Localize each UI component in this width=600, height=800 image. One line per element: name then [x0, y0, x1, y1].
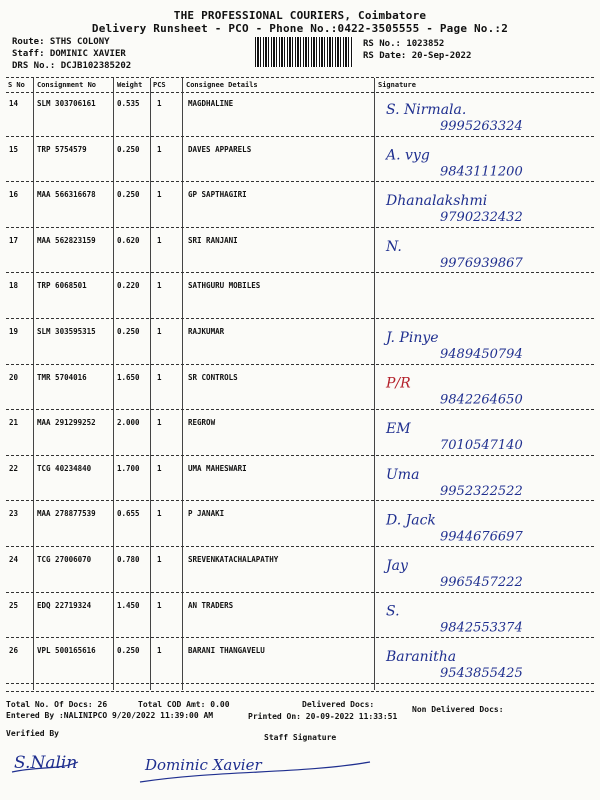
- row-separator: [6, 637, 594, 638]
- row-separator: [6, 136, 594, 137]
- cell-weight: 0.250: [117, 144, 140, 154]
- cell-pcs: 1: [157, 144, 162, 154]
- cell-weight: 0.250: [117, 190, 140, 200]
- col-divider: [150, 78, 151, 690]
- cell-sno: 24: [9, 555, 19, 564]
- cell-consignee: SR CONTROLS: [188, 372, 238, 382]
- cell-weight: 0.250: [117, 646, 140, 656]
- cell-pcs: 1: [157, 281, 162, 291]
- signature-phone: 9976939867: [440, 255, 523, 271]
- cell-pcs: 1: [157, 509, 162, 519]
- signature-phone: 9489450794: [440, 347, 523, 362]
- route-label: Route: STHS COLONY: [12, 37, 110, 47]
- delivered-docs: Delivered Docs:: [302, 700, 375, 709]
- cell-consignee: DAVES APPARELS: [188, 144, 252, 154]
- cell-sno: 19: [9, 327, 19, 336]
- barcode-image: [255, 37, 353, 67]
- signature-phone: 9842264650: [440, 392, 523, 408]
- signature-phone: 9995263324: [440, 119, 523, 134]
- cell-weight: 0.250: [117, 327, 140, 336]
- signature-name: Uma: [386, 466, 420, 483]
- header-bottom-rule: [6, 92, 594, 93]
- cell-sno: 23: [9, 509, 19, 519]
- cell-sno: 16: [9, 190, 19, 200]
- staff-label: Staff: DOMINIC XAVIER: [12, 49, 126, 59]
- cell-weight: 2.000: [117, 418, 140, 428]
- col-weight: Weight: [117, 81, 143, 89]
- cell-consignment: TCG 40234840: [37, 463, 92, 473]
- verified-by-label: Verified By: [6, 729, 59, 738]
- cell-weight: 0.535: [117, 99, 140, 108]
- entered-by: Entered By :NALINIPCO 9/20/2022 11:39:00 AM: [6, 711, 214, 720]
- row-separator: [6, 409, 594, 410]
- signature-name: Dhanalakshmi: [386, 193, 488, 210]
- cell-consignee: AN TRADERS: [188, 600, 234, 610]
- cell-weight: 0.620: [117, 235, 140, 245]
- header-top-rule: [6, 77, 594, 78]
- row-separator: [6, 227, 594, 228]
- signature-name: Baranitha: [386, 649, 457, 666]
- signature-phone: 9842553374: [440, 620, 523, 636]
- cell-consignee: SRI RANJANI: [188, 235, 238, 245]
- cell-consignee: SATHGURU MOBILES: [188, 281, 261, 291]
- cell-consignment: TMR 5704016: [37, 372, 87, 382]
- cell-sno: 15: [9, 144, 19, 154]
- cell-sno: 22: [9, 463, 19, 473]
- cell-consignee: SREVENKATACHALAPATHY: [188, 555, 279, 564]
- signature-name: S. Nirmala.: [386, 102, 467, 118]
- cell-sno: 26: [9, 646, 19, 656]
- signature-name: A. vyg: [386, 147, 430, 164]
- row-separator: [6, 592, 594, 593]
- signature-name: EM: [386, 421, 411, 438]
- total-docs: Total No. Of Docs: 26: [6, 700, 108, 709]
- cell-pcs: 1: [157, 555, 162, 564]
- signature-phone: 9944676697: [440, 529, 523, 545]
- staff-sign-stroke: [140, 762, 370, 782]
- cell-sno: 21: [9, 418, 19, 428]
- cell-sno: 25: [9, 600, 19, 610]
- cell-consignee: GP SAPTHAGIRI: [188, 190, 247, 200]
- col-consignment: Consignment No: [37, 81, 97, 89]
- col-divider: [33, 78, 34, 690]
- col-pcs: PCS: [153, 81, 166, 89]
- total-cod: Total COD Amt: 0.00: [138, 700, 230, 709]
- row-separator: [6, 364, 594, 365]
- cell-sno: 17: [9, 235, 19, 245]
- rs-number: RS No.: 1023852: [363, 39, 445, 49]
- cell-sno: 14: [9, 99, 19, 108]
- col-divider: [182, 78, 183, 690]
- col-signature: Signature: [378, 81, 416, 89]
- cell-consignment: MAA 566316678: [37, 190, 96, 200]
- verified-signature: S.Nalin: [14, 753, 78, 773]
- cell-consignment: MAA 278877539: [37, 509, 96, 519]
- signature-phone: 9843111200: [440, 164, 523, 180]
- cell-pcs: 1: [157, 190, 162, 200]
- cell-pcs: 1: [157, 235, 162, 245]
- signature-name: Jay: [386, 558, 408, 574]
- non-delivered-docs: Non Delivered Docs:: [412, 705, 504, 714]
- cell-weight: 1.450: [117, 600, 140, 610]
- cell-pcs: 1: [157, 99, 162, 108]
- cell-consignment: SLM 303706161: [37, 99, 96, 108]
- row-separator: [6, 272, 594, 273]
- row-separator: [6, 318, 594, 319]
- company-title: THE PROFESSIONAL COURIERS, Coimbatore: [173, 9, 427, 22]
- cell-weight: 0.655: [117, 509, 140, 519]
- col-sno: S No: [8, 81, 25, 89]
- row-separator: [6, 546, 594, 547]
- cell-consignee: BARANI THANGAVELU: [188, 646, 265, 656]
- row-separator: [6, 181, 594, 182]
- row-separator: [6, 455, 594, 456]
- col-divider: [113, 78, 114, 690]
- cell-weight: 0.780: [117, 555, 140, 564]
- cell-consignee: UMA MAHESWARI: [188, 463, 247, 473]
- signature-name: J. Pinye: [386, 330, 439, 346]
- cell-consignment: MAA 291299252: [37, 418, 96, 428]
- cell-sno: 18: [9, 281, 19, 291]
- signature-phone: 9965457222: [440, 575, 523, 590]
- staff-signature: Dominic Xavier: [145, 756, 262, 774]
- header-right-block: [363, 38, 471, 62]
- row-separator: [6, 500, 594, 501]
- cell-consignment: TRP 5754579: [37, 144, 87, 154]
- cell-consignment: VPL 500165616: [37, 646, 96, 656]
- rs-date: RS Date: 20-Sep-2022: [363, 51, 472, 61]
- cell-weight: 0.220: [117, 281, 140, 291]
- cell-pcs: 1: [157, 372, 162, 382]
- signature-phone: 7010547140: [440, 438, 523, 454]
- cell-pcs: 1: [157, 600, 162, 610]
- cell-consignment: TRP 6068501: [37, 281, 87, 291]
- staff-signature-label: Staff Signature: [264, 733, 337, 742]
- row-separator: [6, 683, 594, 684]
- cell-consignment: SLM 303595315: [37, 327, 96, 336]
- cell-pcs: 1: [157, 418, 162, 428]
- runsheet-title: Delivery Runsheet - PCO - Phone No.:0422-3505555 - Page No.:2: [91, 22, 509, 35]
- verified-underline: [12, 762, 78, 772]
- signature-phone: 9790232432: [440, 210, 523, 226]
- cell-consignee: P JANAKI: [188, 509, 225, 519]
- cell-pcs: 1: [157, 646, 162, 656]
- col-divider: [374, 78, 375, 690]
- printed-on: Printed On: 20-09-2022 11:33:51: [248, 712, 398, 721]
- signature-phone: 9952322522: [440, 483, 523, 499]
- cell-consignee: REGROW: [188, 418, 216, 428]
- signature-name: D. Jack: [386, 512, 436, 529]
- footer-rule: [6, 691, 594, 692]
- col-consignee: Consignee Details: [186, 81, 258, 89]
- signature-phone: 9543855425: [440, 666, 523, 682]
- cell-weight: 1.650: [117, 372, 140, 382]
- signature-name: S.: [386, 603, 400, 620]
- signature-name: N.: [386, 238, 402, 255]
- drs-number: DRS No.: DCJB102385202: [12, 61, 132, 71]
- cell-consignment: TCG 27006070: [37, 555, 92, 564]
- signature-name: P/R: [386, 375, 411, 392]
- cell-consignment: MAA 562823159: [37, 235, 96, 245]
- header-left-block: [12, 36, 131, 72]
- cell-pcs: 1: [157, 327, 162, 336]
- cell-weight: 1.700: [117, 463, 140, 473]
- cell-consignee: RAJKUMAR: [188, 327, 225, 336]
- cell-consignee: MAGDHALINE: [188, 99, 234, 108]
- cell-consignment: EDQ 22719324: [37, 600, 92, 610]
- cell-pcs: 1: [157, 463, 162, 473]
- cell-sno: 20: [9, 372, 19, 382]
